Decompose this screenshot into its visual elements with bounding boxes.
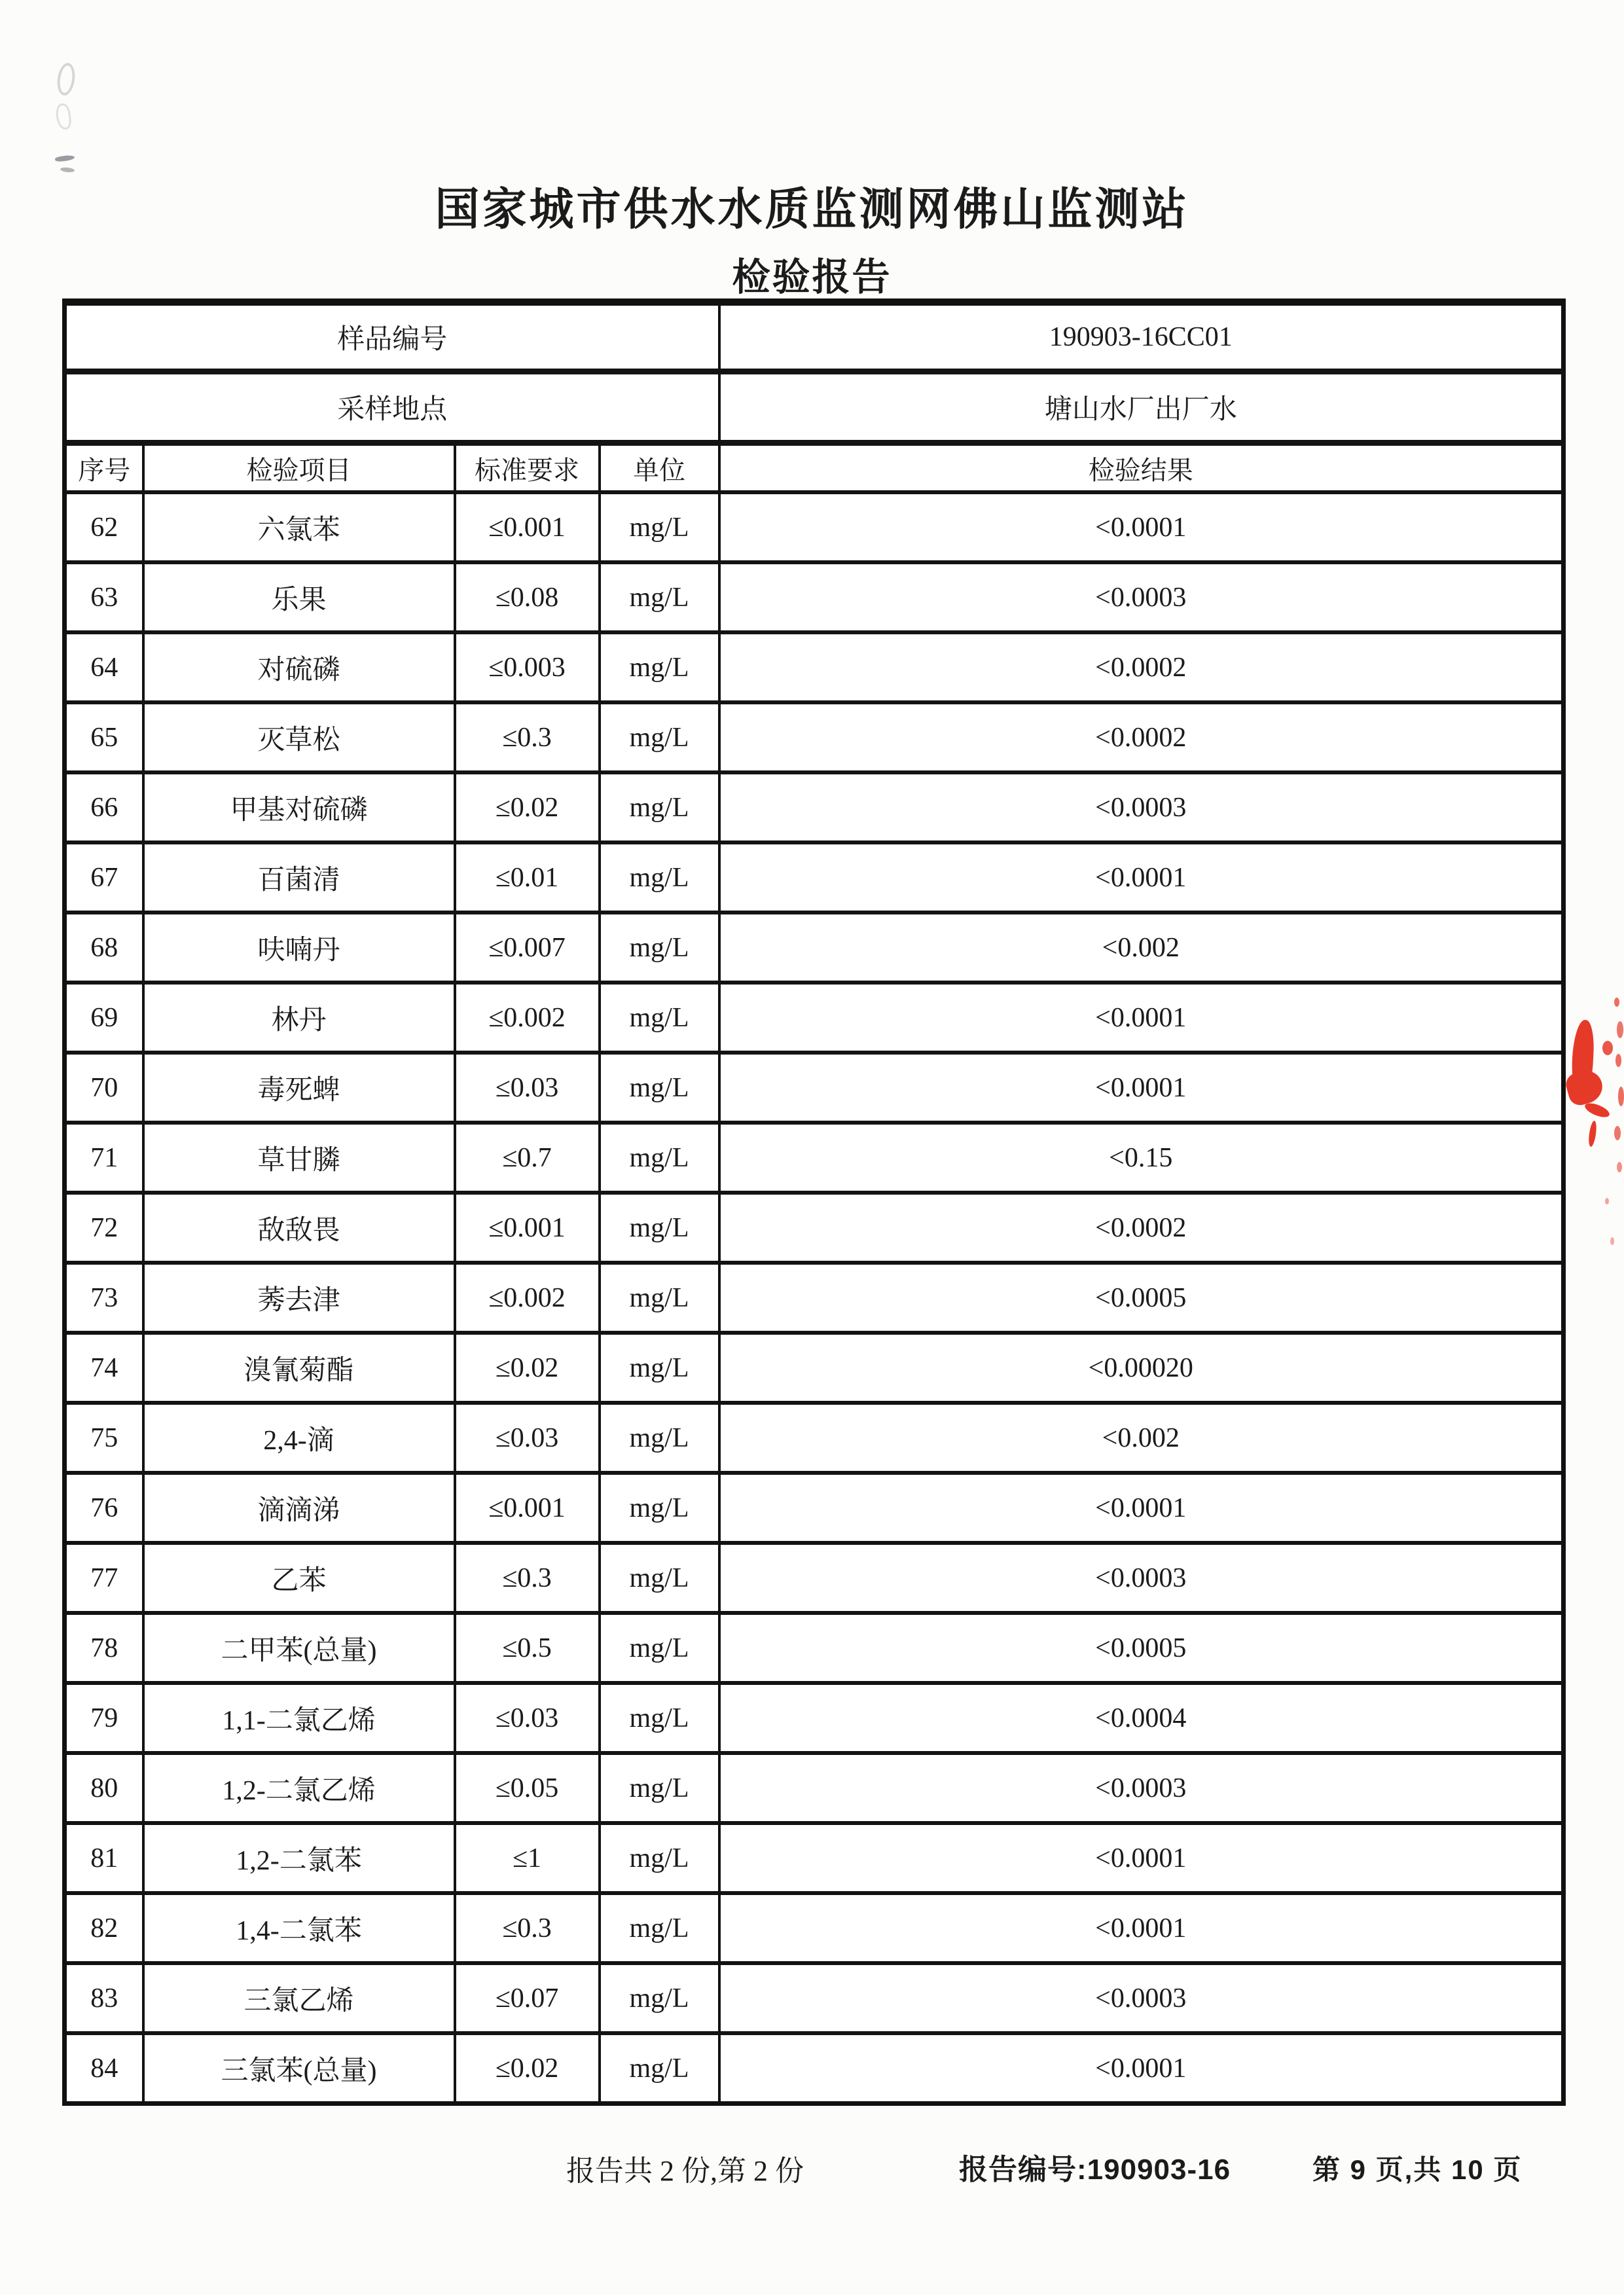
cell-item: 灭草松 [143, 702, 455, 772]
cell-item: 毒死蜱 [143, 1053, 455, 1123]
cell-result: <0.0003 [719, 1753, 1564, 1823]
results-table [62, 298, 1566, 2106]
cell-result: <0.0001 [719, 1893, 1564, 1963]
cell-item: 1,4-二氯苯 [143, 1893, 455, 1963]
cell-index: 78 [65, 1613, 143, 1683]
table-row [65, 492, 1564, 562]
column-header-index: 序号 [65, 443, 143, 493]
cell-standard: ≤0.7 [455, 1123, 600, 1193]
table-row [65, 913, 1564, 983]
cell-unit: mg/L [600, 702, 719, 772]
table-row [65, 1403, 1564, 1473]
sample-no-row [65, 302, 1564, 372]
page-title: 国家城市供水水质监测网佛山监测站 [435, 185, 1189, 234]
cell-unit: mg/L [600, 1263, 719, 1333]
red-ink-speck [1614, 998, 1619, 1007]
cell-item: 1,1-二氯乙烯 [143, 1683, 455, 1753]
scan-smudge [55, 154, 75, 162]
cell-unit: mg/L [600, 632, 719, 702]
cell-standard: ≤0.3 [455, 1543, 600, 1613]
column-header-item: 检验项目 [143, 443, 455, 493]
cell-index: 69 [65, 983, 143, 1053]
cell-result: <0.15 [719, 1123, 1564, 1193]
red-stamp-mark [1563, 1067, 1606, 1108]
table-row [65, 1333, 1564, 1403]
table-row [65, 1263, 1564, 1333]
table-row [65, 1053, 1564, 1123]
cell-item: 敌敌畏 [143, 1193, 455, 1263]
scan-smudge [56, 62, 77, 96]
cell-index: 75 [65, 1403, 143, 1473]
cell-item: 乙苯 [143, 1543, 455, 1613]
scan-smudge [60, 167, 75, 173]
table-row [65, 702, 1564, 772]
cell-result: <0.0003 [719, 562, 1564, 632]
cell-result: <0.0001 [719, 1823, 1564, 1893]
cell-unit: mg/L [600, 562, 719, 632]
sampling-location-label: 采样地点 [65, 372, 719, 443]
cell-index: 76 [65, 1473, 143, 1543]
cell-item: 溴氰菊酯 [143, 1333, 455, 1403]
cell-unit: mg/L [600, 1053, 719, 1123]
cell-unit: mg/L [600, 1893, 719, 1963]
cell-item: 2,4-滴 [143, 1403, 455, 1473]
cell-item: 莠去津 [143, 1263, 455, 1333]
cell-index: 71 [65, 1123, 143, 1193]
cell-result: <0.0003 [719, 1543, 1564, 1613]
cell-unit: mg/L [600, 2033, 719, 2104]
table-row [65, 983, 1564, 1053]
cell-index: 82 [65, 1893, 143, 1963]
cell-item: 甲基对硫磷 [143, 772, 455, 842]
red-ink-speck [1605, 1198, 1609, 1204]
cell-result: <0.0001 [719, 842, 1564, 913]
cell-item: 二甲苯(总量) [143, 1613, 455, 1683]
cell-unit: mg/L [600, 1473, 719, 1543]
cell-result: <0.0001 [719, 492, 1564, 562]
cell-result: <0.002 [719, 1403, 1564, 1473]
cell-standard: ≤0.02 [455, 1333, 600, 1403]
table-row [65, 2033, 1564, 2104]
cell-result: <0.0001 [719, 2033, 1564, 2104]
footer-copies: 报告共 2 份,第 2 份 [566, 2155, 804, 2187]
cell-unit: mg/L [600, 1403, 719, 1473]
cell-standard: ≤0.5 [455, 1613, 600, 1683]
red-stamp-mark [1583, 1100, 1611, 1120]
sample-no-label: 样品编号 [65, 302, 719, 372]
footer-report-number: 报告编号:190903-16 [959, 2154, 1231, 2186]
cell-result: <0.0002 [719, 632, 1564, 702]
cell-index: 73 [65, 1263, 143, 1333]
cell-standard: ≤0.02 [455, 2033, 600, 2104]
cell-index: 83 [65, 1963, 143, 2033]
cell-item: 六氯苯 [143, 492, 455, 562]
cell-index: 84 [65, 2033, 143, 2104]
cell-standard: ≤0.03 [455, 1403, 600, 1473]
cell-item: 1,2-二氯乙烯 [143, 1753, 455, 1823]
cell-unit: mg/L [600, 983, 719, 1053]
cell-result: <0.0003 [719, 1963, 1564, 2033]
cell-standard: ≤0.001 [455, 1193, 600, 1263]
cell-item: 对硫磷 [143, 632, 455, 702]
cell-result: <0.0005 [719, 1613, 1564, 1683]
cell-item: 三氯苯(总量) [143, 2033, 455, 2104]
red-stamp-mark [1602, 1041, 1613, 1055]
scan-smudge [55, 103, 72, 130]
red-ink-speck [1617, 1162, 1622, 1172]
table-row [65, 632, 1564, 702]
cell-standard: ≤1 [455, 1823, 600, 1893]
red-ink-speck [1617, 1021, 1623, 1038]
cell-index: 68 [65, 913, 143, 983]
table-row [65, 1473, 1564, 1543]
cell-item: 呋喃丹 [143, 913, 455, 983]
sampling-location-row [65, 372, 1564, 443]
cell-unit: mg/L [600, 772, 719, 842]
cell-standard: ≤0.01 [455, 842, 600, 913]
cell-index: 70 [65, 1053, 143, 1123]
cell-result: <0.00020 [719, 1333, 1564, 1403]
cell-unit: mg/L [600, 492, 719, 562]
cell-standard: ≤0.3 [455, 702, 600, 772]
cell-standard: ≤0.002 [455, 983, 600, 1053]
cell-result: <0.0001 [719, 1053, 1564, 1123]
cell-result: <0.0001 [719, 1473, 1564, 1543]
page-subtitle: 检验报告 [732, 256, 892, 298]
cell-unit: mg/L [600, 1963, 719, 2033]
cell-standard: ≤0.003 [455, 632, 600, 702]
cell-result: <0.0001 [719, 983, 1564, 1053]
cell-item: 1,2-二氯苯 [143, 1823, 455, 1893]
cell-standard: ≤0.001 [455, 1473, 600, 1543]
table-row [65, 1193, 1564, 1263]
cell-index: 77 [65, 1543, 143, 1613]
cell-index: 66 [65, 772, 143, 842]
cell-standard: ≤0.03 [455, 1053, 600, 1123]
table-row [65, 772, 1564, 842]
sample-no-value: 190903-16CC01 [719, 302, 1564, 372]
cell-index: 64 [65, 632, 143, 702]
cell-index: 67 [65, 842, 143, 913]
cell-result: <0.0003 [719, 772, 1564, 842]
cell-unit: mg/L [600, 1543, 719, 1613]
cell-index: 65 [65, 702, 143, 772]
table-row [65, 842, 1564, 913]
table-row [65, 1893, 1564, 1963]
cell-item: 草甘膦 [143, 1123, 455, 1193]
cell-result: <0.0005 [719, 1263, 1564, 1333]
table-row [65, 1823, 1564, 1893]
cell-unit: mg/L [600, 1123, 719, 1193]
cell-item: 三氯乙烯 [143, 1963, 455, 2033]
table-row [65, 1123, 1564, 1193]
cell-item: 林丹 [143, 983, 455, 1053]
cell-index: 63 [65, 562, 143, 632]
sampling-location-value: 塘山水厂出厂水 [719, 372, 1564, 443]
cell-index: 74 [65, 1333, 143, 1403]
cell-item: 百菌清 [143, 842, 455, 913]
cell-unit: mg/L [600, 842, 719, 913]
cell-standard: ≤0.05 [455, 1753, 600, 1823]
cell-index: 81 [65, 1823, 143, 1893]
table-row [65, 562, 1564, 632]
cell-standard: ≤0.002 [455, 1263, 600, 1333]
red-ink-speck [1615, 1054, 1621, 1067]
cell-standard: ≤0.3 [455, 1893, 600, 1963]
cell-unit: mg/L [600, 913, 719, 983]
cell-standard: ≤0.03 [455, 1683, 600, 1753]
cell-standard: ≤0.001 [455, 492, 600, 562]
cell-unit: mg/L [600, 1683, 719, 1753]
cell-item: 乐果 [143, 562, 455, 632]
cell-index: 79 [65, 1683, 143, 1753]
table-row [65, 1543, 1564, 1613]
cell-unit: mg/L [600, 1193, 719, 1263]
table-row [65, 1613, 1564, 1683]
cell-result: <0.002 [719, 913, 1564, 983]
red-ink-speck [1610, 1237, 1614, 1245]
red-ink-speck [1614, 1126, 1621, 1140]
cell-result: <0.0004 [719, 1683, 1564, 1753]
column-header-row [65, 443, 1564, 493]
table-row [65, 1683, 1564, 1753]
column-header-result: 检验结果 [719, 443, 1564, 493]
results-body [65, 302, 1564, 2104]
table-row [65, 1963, 1564, 2033]
cell-standard: ≤0.007 [455, 913, 600, 983]
footer-page-number: 第 9 页,共 10 页 [1312, 2154, 1523, 2185]
cell-unit: mg/L [600, 1613, 719, 1683]
column-header-unit: 单位 [600, 443, 719, 493]
table-row [65, 1753, 1564, 1823]
cell-index: 62 [65, 492, 143, 562]
cell-standard: ≤0.07 [455, 1963, 600, 2033]
cell-index: 80 [65, 1753, 143, 1823]
cell-unit: mg/L [600, 1333, 719, 1403]
cell-result: <0.0002 [719, 1193, 1564, 1263]
cell-unit: mg/L [600, 1753, 719, 1823]
column-header-standard: 标准要求 [455, 443, 600, 493]
red-stamp-mark [1587, 1120, 1597, 1147]
cell-unit: mg/L [600, 1823, 719, 1893]
cell-standard: ≤0.02 [455, 772, 600, 842]
red-ink-speck [1618, 1087, 1624, 1106]
cell-item: 滴滴涕 [143, 1473, 455, 1543]
cell-result: <0.0002 [719, 702, 1564, 772]
cell-index: 72 [65, 1193, 143, 1263]
cell-standard: ≤0.08 [455, 562, 600, 632]
